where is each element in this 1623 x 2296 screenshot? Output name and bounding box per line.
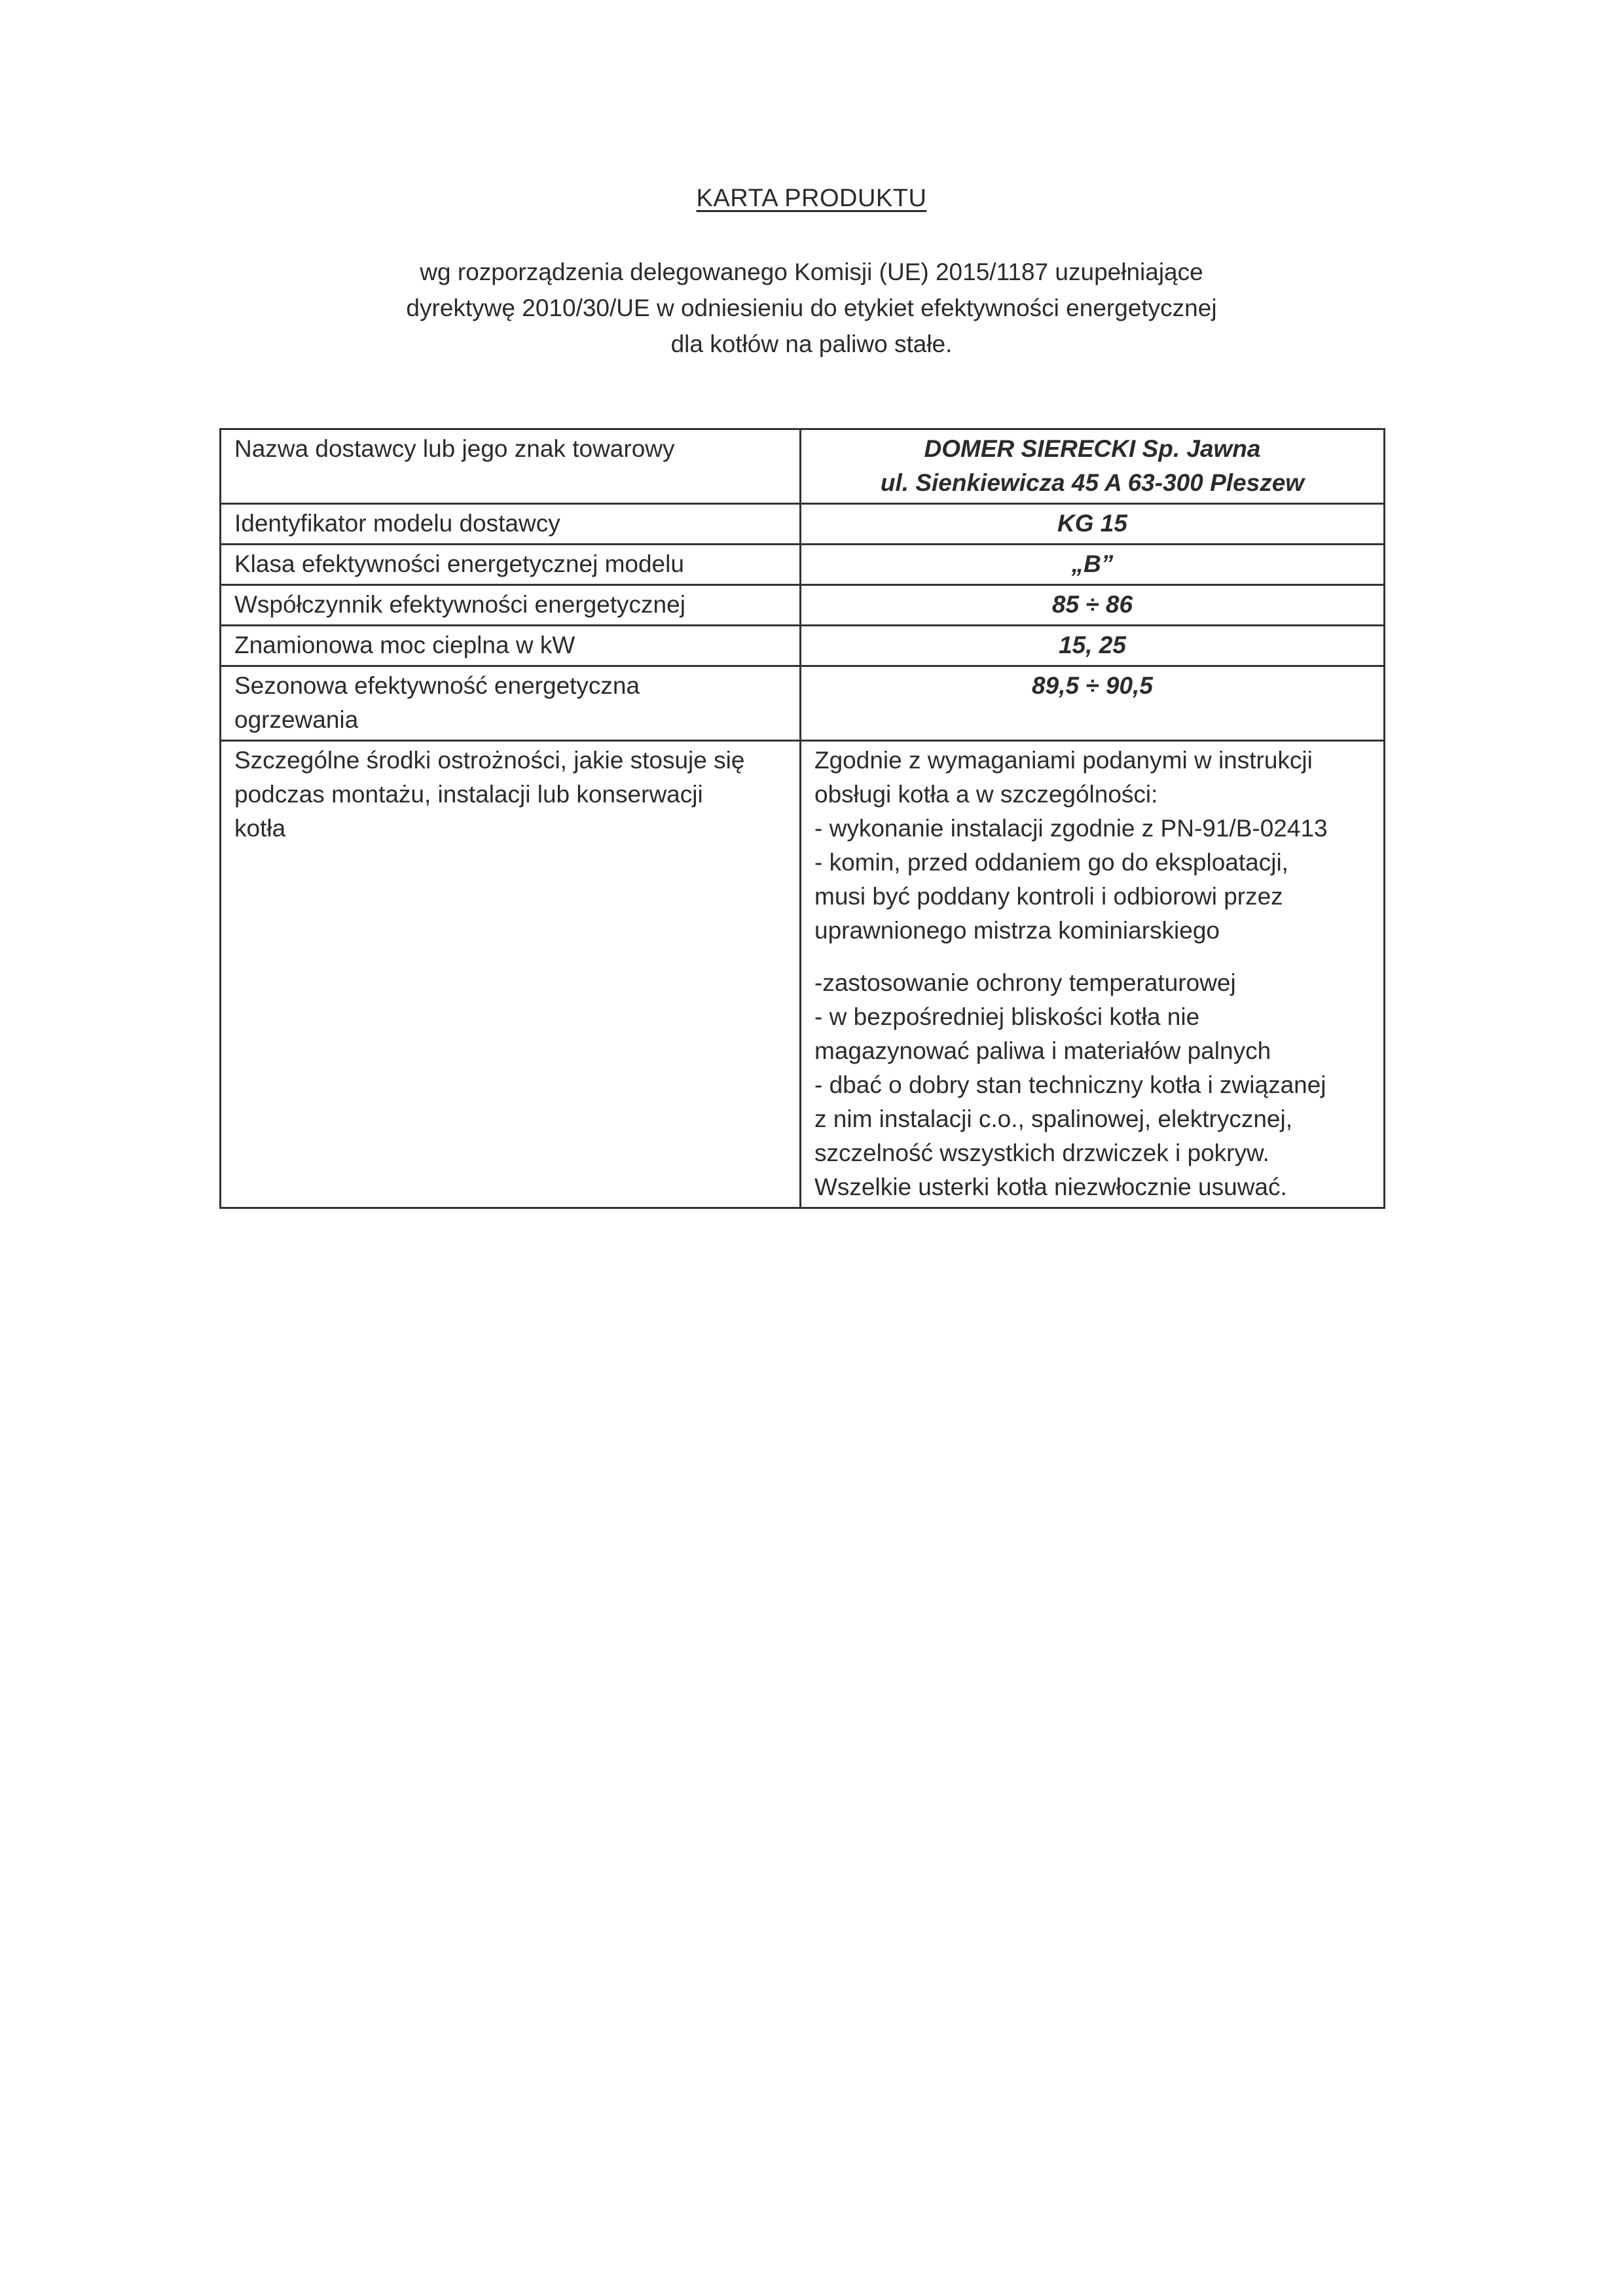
table-row [221, 504, 1385, 545]
model-identifier-label: Identyfikator modelu dostawcy [221, 504, 801, 545]
supplier-name-label: Nazwa dostawcy lub jego znak towarowy [221, 429, 801, 504]
efficiency-index-value: 85 ÷ 86 [801, 585, 1385, 626]
rated-heat-output-value: 15, 25 [801, 626, 1385, 666]
document-title: KARTA PRODUKTU [696, 185, 927, 212]
table-row [221, 545, 1385, 585]
product-card-table [219, 428, 1385, 1209]
rated-heat-output-label: Znamionowa moc cieplna w kW [221, 626, 801, 666]
precautions-label: Szczególne środki ostrożności, jakie stosuje się podczas montażu, instalacji lub konserwacji kotła [221, 741, 801, 1208]
efficiency-index-label: Współczynnik efektywności energetycznej [221, 585, 801, 626]
precautions-notes: Zgodnie z wymaganiami podanymi w instrukcji obsługi kotła a w szczególności: - wykonanie instalacji zgodnie z PN-91/B-02413 - komin, przed oddaniem go do eksploatacji, musi być poddany kontroli i odbiorowi przez uprawnionego mistrza kominiarskiego -zastosowanie ochrony temperaturowej - w bezpośredniej bliskości kotła nie magazynować paliwa i materiałów palnych - dbać o dobry stan techniczny kotła i związanej z nim instalacji c.o., spalinowej, elektrycznej, szczelność wszystkich drzwiczek i pokryw. Wszelkie usterki kotła niezwłocznie usuwać. [801, 741, 1385, 1208]
table-row [221, 429, 1385, 504]
efficiency-class-value: „B” [801, 545, 1385, 585]
seasonal-efficiency-value: 89,5 ÷ 90,5 [801, 666, 1385, 741]
subtitle-line: dla kotłów na paliwo stałe. [670, 331, 953, 357]
efficiency-class-label: Klasa efektywności energetycznej modelu [221, 545, 801, 585]
subtitle-line: dyrektywę 2010/30/UE w odniesieniu do etykiet efektywności energetycznej [406, 295, 1217, 321]
supplier-name-value: DOMER SIERECKI Sp. Jawna ul. Sienkiewicza 45 A 63-300 Pleszew [801, 429, 1385, 504]
document-subtitle [0, 254, 1623, 362]
table-row [221, 585, 1385, 626]
model-identifier-value: KG 15 [801, 504, 1385, 545]
table-row [221, 741, 1385, 1208]
subtitle-line: wg rozporządzenia delegowanego Komisji (UE) 2015/1187 uzupełniające [420, 259, 1203, 285]
table-row [221, 626, 1385, 666]
paragraph-gap [814, 948, 1370, 966]
seasonal-efficiency-label: Sezonowa efektywność energetyczna ogrzewania [221, 666, 801, 741]
table-row [221, 666, 1385, 741]
